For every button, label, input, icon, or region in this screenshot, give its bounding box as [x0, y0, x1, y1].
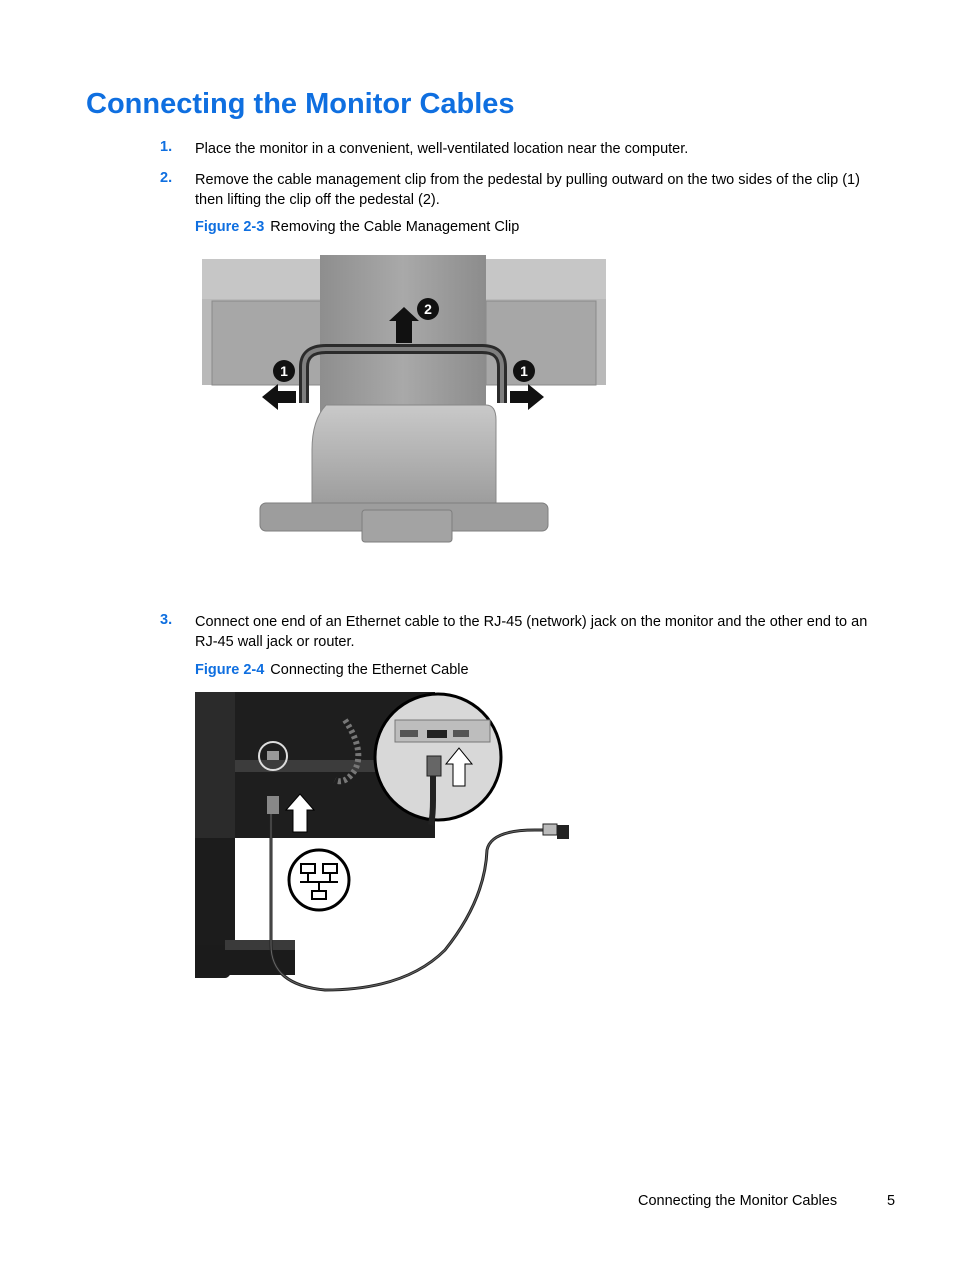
- step-text: Remove the cable management clip from the pedestal by pulling outward on the two sides of the clip (1) then lifting the clip off the pedestal (2).: [195, 172, 860, 208]
- callout-number: 2: [424, 301, 432, 317]
- footer-title: Connecting the Monitor Cables: [638, 1193, 838, 1209]
- page-title: Connecting the Monitor Cables: [86, 88, 515, 120]
- network-jack-icon: [289, 850, 349, 910]
- figure-cable-clip-illustration: [196, 255, 612, 547]
- page-number: 5: [887, 1193, 896, 1209]
- figure-ethernet-illustration: [195, 690, 575, 1000]
- callout-badge: [273, 360, 295, 382]
- step-text: Place the monitor in a convenient, well-ventilated location near the computer.: [195, 141, 689, 157]
- step-text: Connect one end of an Ethernet cable to the RJ-45 (network) jack on the monitor and the other end to an RJ-45 wall jack or router.: [195, 614, 868, 650]
- figure-title: Removing the Cable Management Clip: [270, 219, 520, 235]
- figure-caption: [195, 662, 469, 678]
- callout-number: 1: [280, 363, 288, 379]
- step-number: 1.: [160, 139, 173, 155]
- figure-label: Figure 2-3: [195, 219, 265, 235]
- figure-label: Figure 2-4: [195, 662, 265, 678]
- callout-badge: [417, 298, 439, 320]
- callout-badge: [513, 360, 535, 382]
- step-number: 2.: [160, 170, 173, 186]
- step-number: 3.: [160, 612, 173, 628]
- figure-title: Connecting the Ethernet Cable: [270, 662, 469, 678]
- figure-caption: [195, 219, 519, 235]
- callout-number: 1: [520, 363, 528, 379]
